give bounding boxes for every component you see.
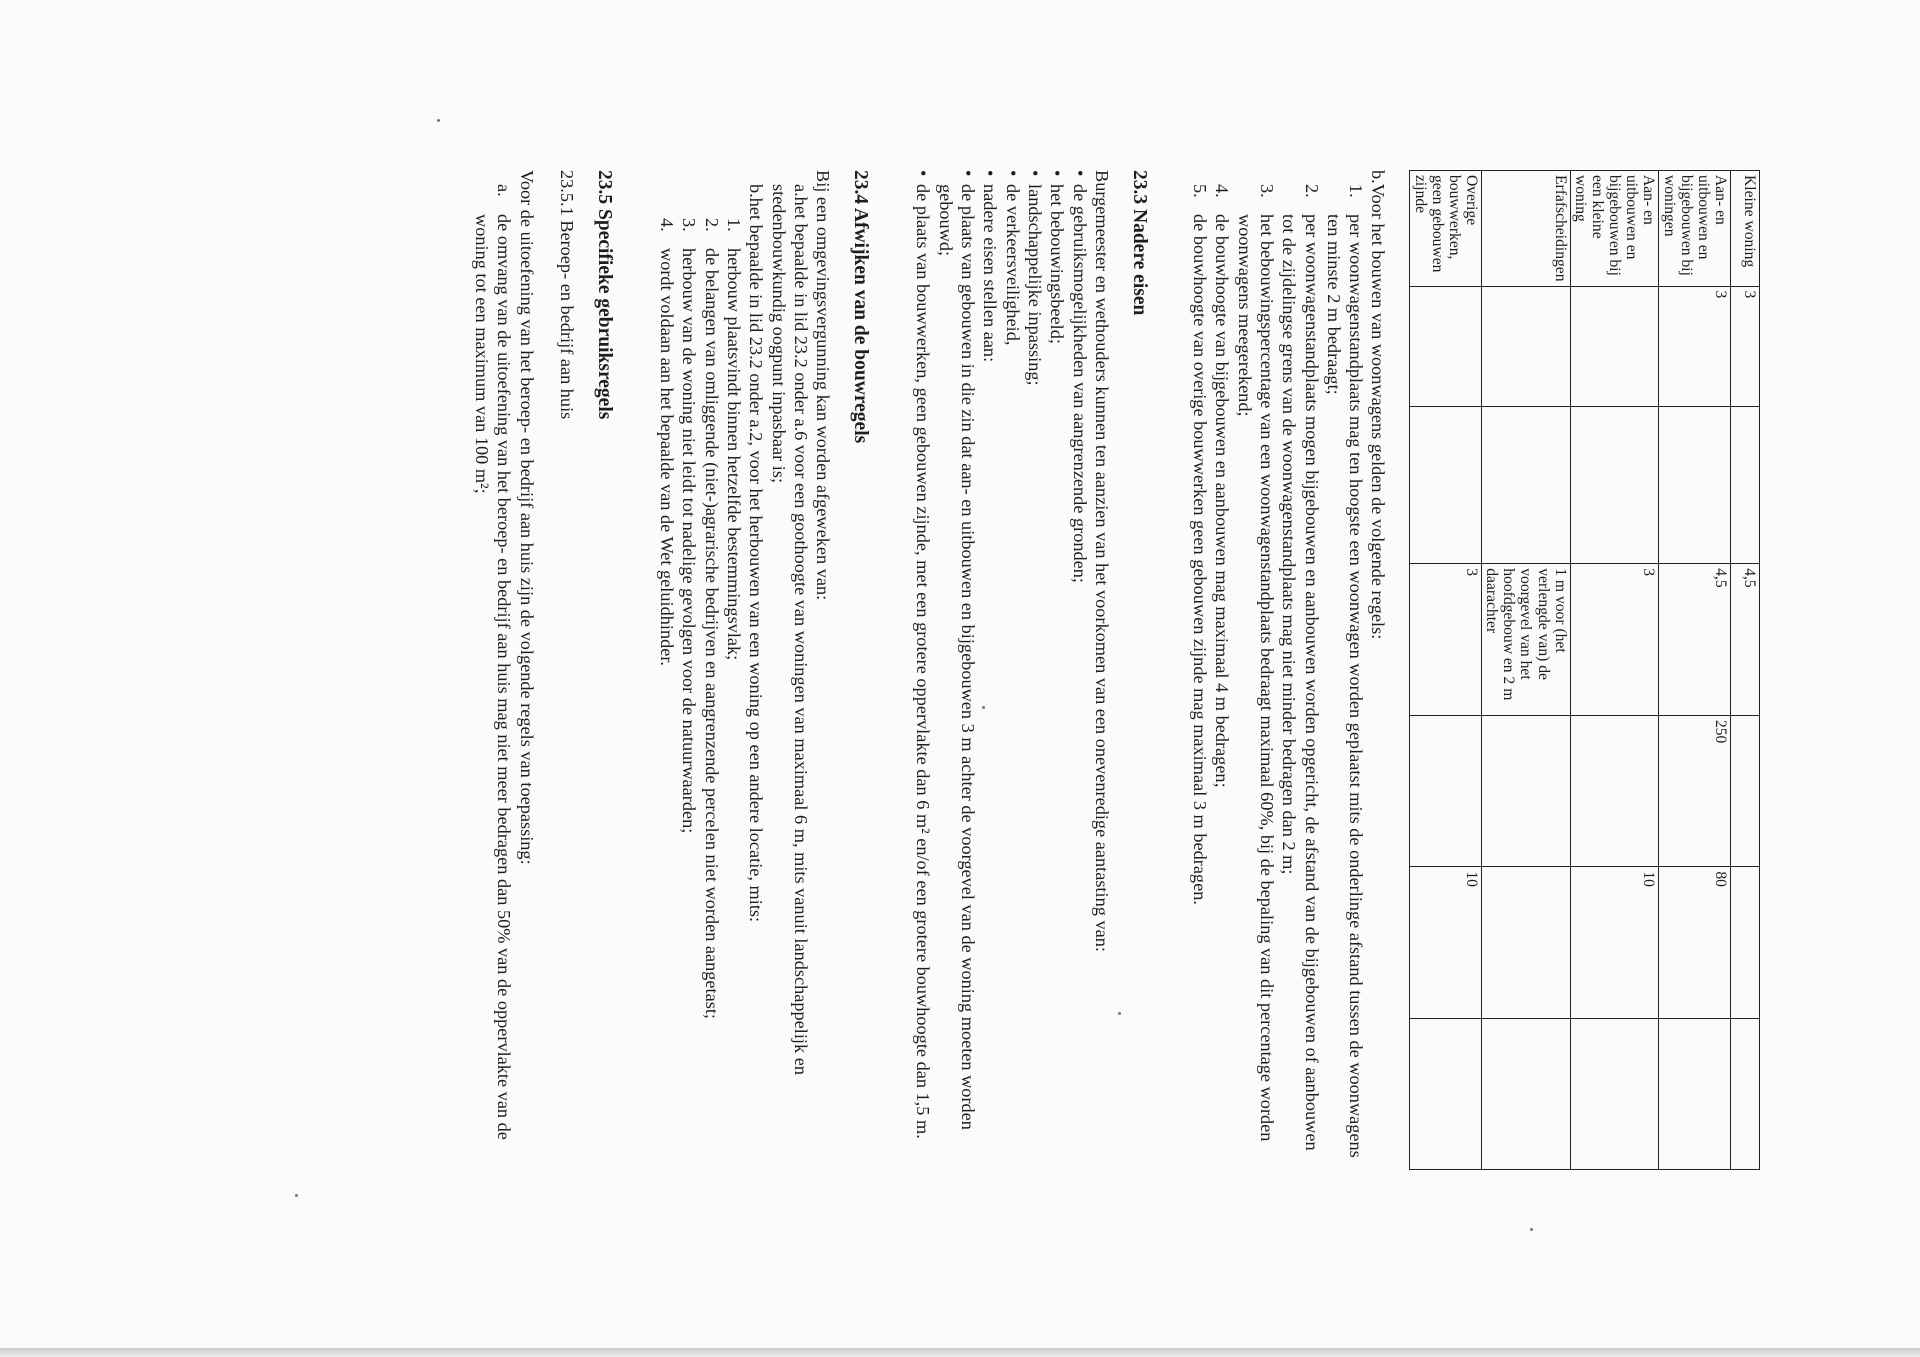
- list-item: 2. per woonwagenstandplaats mogen bijgebouwen en aanbouwen worden opgericht, de afstand van de bijgebouwen of aanbouwen tot de zijdelingse grens van de woonwagenstandplaats mag niet minder bedragen dan 2 m;: [1279, 184, 1322, 1151]
- section-heading: 23.4 Afwijken van de bouwregels: [850, 170, 872, 444]
- section-heading: 23.5 Specifieke gebruiksregels: [593, 170, 615, 420]
- table-cell: 4,5: [1659, 564, 1731, 716]
- table-cell: [1482, 406, 1571, 563]
- table-cell: 250: [1659, 715, 1731, 866]
- list-item: a. de omvang van de uitoefening van het beroep- en bedrijf aan huis mag niet meer bedragen dan 50% van de oppervlakte van de woning tot een maximum van 100 m²;: [472, 184, 515, 1140]
- section-23-4: [656, 170, 872, 1170]
- table-cell: [1659, 1018, 1731, 1169]
- table-cell: [1659, 406, 1731, 563]
- list-item: 3. herbouw van de woning niet leidt tot nadelige gevolgen voor de natuurwaarden;: [679, 218, 700, 834]
- list-item: 4. wordt voldaan aan het bepaalde van de Wet geluidhinder.: [657, 218, 678, 667]
- bullet-item: • de verkeersveiligheid,: [1002, 170, 1023, 346]
- table-cell: [1570, 406, 1659, 563]
- list-item: 2. de belangen van omliggende (niet-)agrarische bedrijven en aangrenzende percelen niet worden aangetast;: [701, 218, 722, 1019]
- section-intro: Voor de uitoefening van het beroep- en bedrijf aan huis zijn de volgende regels van toepassing:: [516, 170, 537, 865]
- list-item: 1. herbouw plaatsvindt binnen hetzelfde bestemmingsvlak;: [724, 218, 745, 661]
- table-cell: [1410, 406, 1482, 563]
- table-cell: [1570, 1018, 1659, 1169]
- woonwagens-rules: [1189, 170, 1390, 1170]
- table-cell: 10: [1410, 867, 1482, 1018]
- table-row: [1570, 171, 1659, 1170]
- table-row: [1731, 171, 1760, 1170]
- table-cell: 4,5: [1731, 564, 1760, 716]
- bullet-item: • de plaats van gebouwen in die zin dat aan- en uitbouwen en bijgebouwen 3 m achter de voorgevel van de woning moeten worden gebouwd;: [935, 170, 978, 1130]
- table-cell: [1482, 715, 1571, 866]
- list-item: 4. de bouwhoogte van bijgebouwen en aanbouwen mag maximaal 4 m bedragen;: [1212, 184, 1233, 788]
- table-cell: [1731, 715, 1760, 866]
- list-item: 3. het bebouwingspercentage van een woonwagenstandplaats bedraagt maximaal 60%, bij de bepaling van dit percentage worden woonwagens meegerekend;: [1234, 184, 1277, 1142]
- table-cell: 80: [1659, 867, 1731, 1018]
- woonwagens-intro: b.Voor het bouwen van woonwagens gelden de volgende regels:: [1368, 170, 1389, 640]
- subsection-heading: 23.5.1 Beroep- en bedrijf aan huis: [557, 170, 577, 420]
- table-row: [1659, 171, 1731, 1170]
- table-cell: [1482, 867, 1571, 1018]
- table-cell: [1482, 1018, 1571, 1169]
- table-cell: [1731, 1018, 1760, 1169]
- bullet-item: • de plaats van bouwwerken, geen gebouwen zijnde, met een grotere oppervlakte dan 6 m² en/of een grotere bouwhoogte dan 1,5 m.: [913, 170, 934, 1139]
- table-cell: [1731, 867, 1760, 1018]
- bouwregels-table: [1409, 170, 1760, 1170]
- table-cell: 3: [1731, 286, 1760, 406]
- table-cell: Erfafscheidingen: [1482, 171, 1571, 287]
- table-cell: Aan- en uitbouwen en bijgebouwen bij woningen: [1659, 171, 1731, 287]
- section-heading: 23.3 Nadere eisen: [1128, 170, 1150, 316]
- table-cell: [1482, 286, 1571, 406]
- section-23-5: [471, 170, 616, 1170]
- bullet-item: • landschappelijke inpassing;: [1024, 170, 1045, 386]
- table-cell: 1 m voor (het verlengde van) de voorgevel van het hoofdgebouw en 2 m daarachter: [1482, 564, 1571, 716]
- table-cell: Aan- en uitbouwen en bijgebouwen bij een kleine woning: [1570, 171, 1659, 287]
- table-row: [1410, 171, 1482, 1170]
- bullet-item: • nadere eisen stellen aan:: [980, 170, 1001, 363]
- section-intro: Burgemeester en wethouders kunnen ten aanzien van het voorkomen van een onevenredige aantasting van:: [1091, 170, 1112, 952]
- table-cell: 3: [1659, 286, 1731, 406]
- section-intro: Bij een omgevingsvergunning kan worden afgeweken van:: [813, 170, 834, 601]
- clause-a: a.het bepaalde in lid 23.2 onder a.6 voor een goothoogte van woningen van maximaal 6 m, mits vanuit landschappelijk en stedenbouwkundig oogpunt inpasbaar is;: [768, 184, 811, 1075]
- list-item: 1. per woonwagenstandplaats mag ten hoogste een woonwagen worden geplaatst mits de onderlinge afstand tussen de woonwagens ten minste 2 m bedraagt;: [1323, 184, 1367, 1158]
- table-cell: [1570, 286, 1659, 406]
- table-cell: 3: [1410, 564, 1482, 716]
- table-cell: Kleine woning: [1731, 171, 1760, 287]
- table-cell: [1410, 1018, 1482, 1169]
- table-cell: [1410, 715, 1482, 866]
- table-cell: [1731, 406, 1760, 563]
- list-item: 5. de bouwhoogte van overige bouwwerken geen gebouwen zijnde mag maximaal 3 m bedragen.: [1189, 184, 1210, 905]
- document-content: [471, 170, 1760, 1170]
- bullet-item: • de gebruiksmogelijkheden van aangrenzende gronden;: [1069, 170, 1090, 583]
- table-body: [1410, 171, 1760, 1170]
- bullet-item: • het bebouwingsbeeld;: [1047, 170, 1068, 344]
- table-cell: 10: [1570, 867, 1659, 1018]
- clause-b: b.het bepaalde in lid 23.2 onder a.2, voor het herbouwen van een woning op een andere locatie, mits:: [746, 184, 767, 923]
- table-cell: [1570, 715, 1659, 866]
- section-23-3: [912, 170, 1151, 1170]
- table-cell: [1410, 286, 1482, 406]
- table-cell: Overige bouwwerken, geen gebouwen zijnde: [1410, 171, 1482, 287]
- table-cell: 3: [1570, 564, 1659, 716]
- table-row: [1482, 171, 1571, 1170]
